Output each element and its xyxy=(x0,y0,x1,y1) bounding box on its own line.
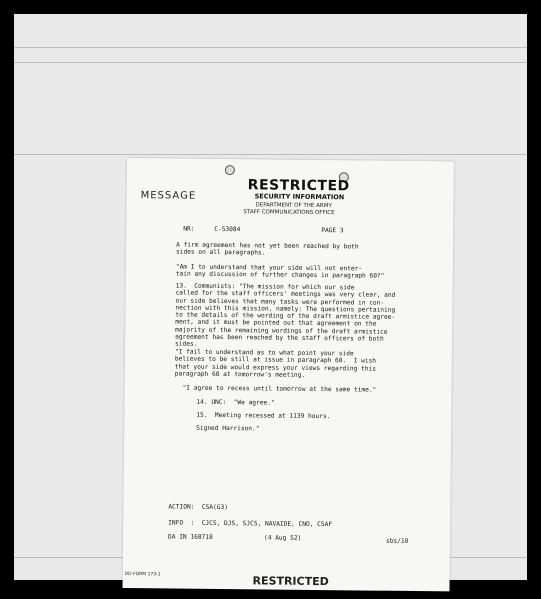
department-name: DEPARTMENT OF THE ARMY xyxy=(255,202,332,210)
action-line: ACTION: CSA(G3) xyxy=(168,503,228,512)
paragraph-15: 15. Meeting recessed at 1139 hours. xyxy=(196,411,331,421)
da-in-number: DA IN 168718 xyxy=(167,533,213,541)
nr-value: C-53084 xyxy=(214,225,241,234)
office-name: STAFF COMMUNICATIONS OFFICE xyxy=(243,209,335,217)
security-information: SECURITY INFORMATION xyxy=(254,192,345,202)
scan-rule xyxy=(14,47,527,48)
restricted-stamp: RESTRICTED xyxy=(247,177,350,195)
paragraph-quote: "I fail to understand as to what point your side believes to be still at issue in paragraph 60. I wish that your side would express your views regarding this paragraph 60 at tomorrow's meeting. xyxy=(174,348,377,379)
page-number: PAGE 3 xyxy=(321,227,344,235)
scan-rule xyxy=(14,62,527,63)
scan-rule xyxy=(14,154,527,155)
info-line: INFO : CJCS, DJS, SJCS, NAVAIDE, CNO, CSAF xyxy=(168,519,333,529)
paragraph-14: 14. UNC: "We agree." xyxy=(196,398,275,407)
nr-label: NR: xyxy=(183,225,195,233)
restricted-stamp-bottom: RESTRICTED xyxy=(252,574,329,589)
paragraph-13: 13. Communists: "The mission for which our side called for the staff officers' meetings was very clear, and our side believes that many tasks were performed in con- nection with this mission, namely: The questions pertaining to the details of the wording of the draft armistice agree- ment, and it must be pointed out that agreement on the majority of the remaining wordings of the draft armistice agreement has been reached by the staff officers of both sides. xyxy=(175,282,396,349)
message-date: (4 Aug 52) xyxy=(263,534,302,542)
message-label: MESSAGE xyxy=(140,190,197,202)
form-number: DD FORM 173-1 xyxy=(124,571,161,578)
message-document xyxy=(122,158,453,591)
signature-line: Signed Harrison." xyxy=(196,424,260,433)
paragraph-1: A firm agreement has not yet been reached by both sides on all paragraphs. xyxy=(175,241,359,257)
paragraph-recess: "I agree to recess until tomorrow at the same time." xyxy=(182,384,377,394)
punch-hole xyxy=(225,165,235,175)
paragraph-2: "Am I to understand that your side will not enter- tain any discussion of further changes in paragraph 60?" xyxy=(175,263,385,280)
operator-initials: sbs/10 xyxy=(385,537,409,545)
